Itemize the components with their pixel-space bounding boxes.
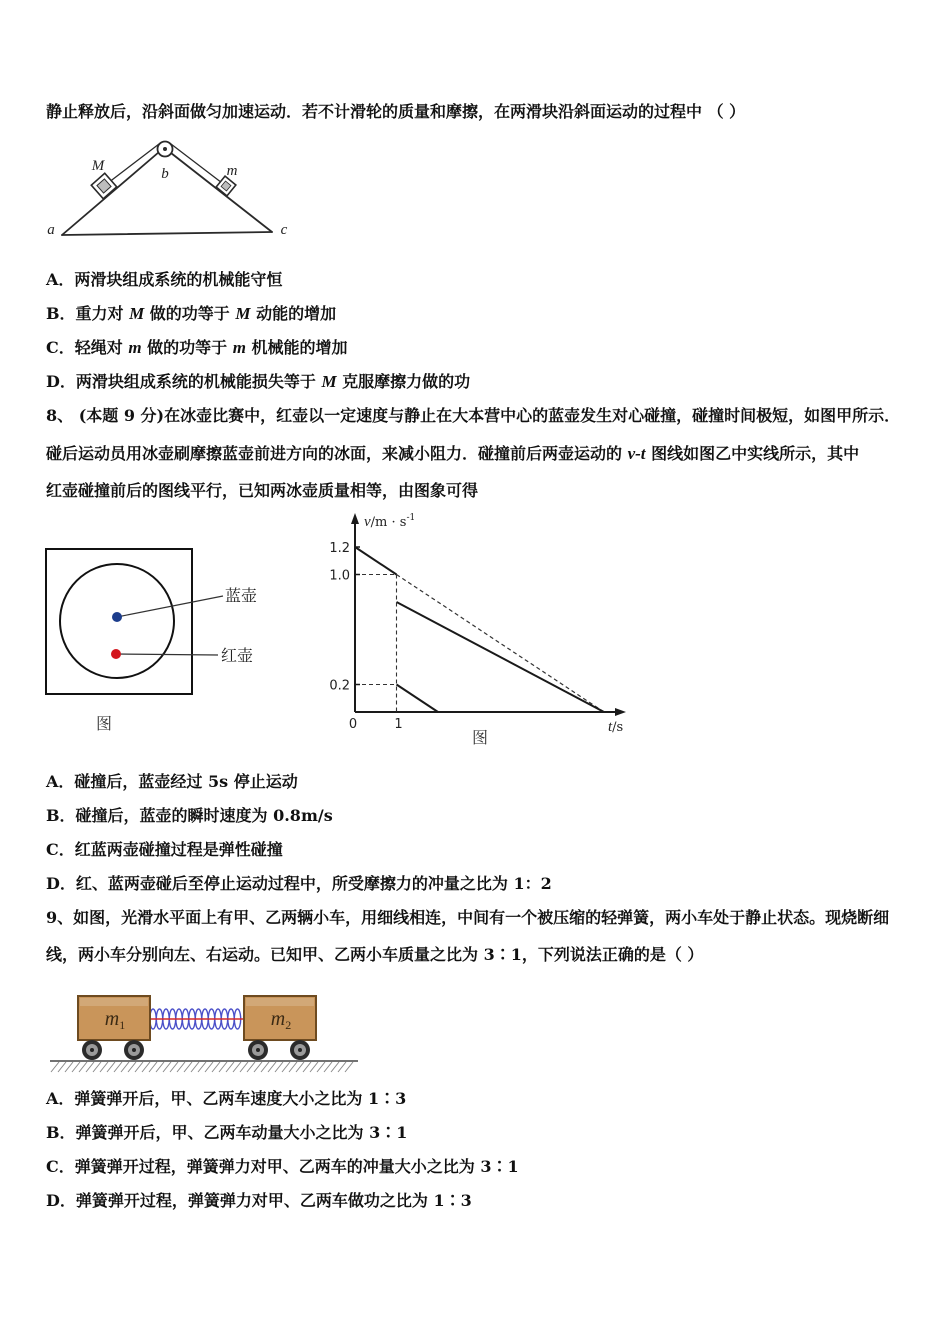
q8-option-a bbox=[46, 772, 298, 792]
q8-stem-line-3: 红壶碰撞前后的图线平行，已知两冰壶质量相等，由图象可得 bbox=[46, 481, 479, 500]
q9-option-a bbox=[46, 1089, 406, 1109]
option-text: 红蓝两壶碰撞过程是弹性碰撞 bbox=[74, 840, 283, 859]
label-b: b bbox=[161, 166, 169, 182]
vt-graph bbox=[320, 505, 640, 745]
q8-option-b bbox=[46, 806, 333, 826]
blue-stone bbox=[112, 612, 122, 622]
label-a: a bbox=[47, 222, 55, 238]
q7-option-a bbox=[46, 270, 282, 290]
rope-right bbox=[171, 144, 226, 186]
option-letter: A． bbox=[46, 270, 75, 289]
q9-option-c bbox=[46, 1157, 519, 1177]
option-text: 弹簧弹开后，甲、乙两车动量大小之比为 3∶1 bbox=[75, 1123, 408, 1142]
cart-1-wheel-right-axle bbox=[132, 1048, 136, 1052]
rope-left bbox=[104, 144, 159, 186]
stem-text: 碰后运动员用冰壶刷摩擦蓝壶前进方向的冰面，来减小阻力．碰撞前后两壶运动的 bbox=[46, 444, 628, 463]
variable-m: m bbox=[128, 338, 142, 357]
cart-1-subscript: 1 bbox=[119, 1018, 126, 1032]
x-axis-label bbox=[608, 719, 623, 735]
label-m: m bbox=[226, 163, 238, 179]
q7-option-b bbox=[46, 304, 336, 324]
option-letter: B． bbox=[46, 1123, 76, 1142]
cart-2-subscript: 2 bbox=[285, 1018, 292, 1032]
incline-left-slope bbox=[62, 152, 159, 235]
block-M bbox=[91, 173, 116, 198]
option-letter: D． bbox=[46, 874, 76, 893]
cart-1-wheel-left-axle bbox=[90, 1048, 94, 1052]
curling-house-diagram bbox=[40, 540, 275, 705]
cart-2-highlight bbox=[246, 998, 314, 1006]
y-tick-label-0: 1.2 bbox=[329, 541, 350, 556]
y-tick-label-1: 1.0 bbox=[329, 568, 350, 584]
x-axis-arrow bbox=[615, 708, 626, 716]
variable-M: M bbox=[321, 372, 337, 391]
option-text: 碰撞后，蓝壶的瞬时速度为 0.8m/s bbox=[75, 806, 333, 825]
red-stone-leader bbox=[116, 654, 218, 655]
chart-series-line-0 bbox=[355, 547, 397, 575]
option-text: 两滑块组成系统的机械能损失等于 bbox=[75, 372, 322, 391]
q7-option-d bbox=[46, 372, 470, 392]
option-letter: C． bbox=[46, 1157, 75, 1176]
q8-stem-line-2 bbox=[46, 444, 859, 464]
q9-stem-line-2: 线，两小车分别向左、右运动。已知甲、乙两小车质量之比为 3∶1，下列说法正确的是（ ） bbox=[46, 945, 704, 964]
q9-option-b bbox=[46, 1123, 407, 1143]
option-letter: B． bbox=[46, 304, 76, 323]
option-text: 动能的增加 bbox=[250, 304, 337, 323]
option-letter: D． bbox=[46, 1191, 76, 1210]
carts-spring-diagram bbox=[45, 985, 365, 1077]
y-axis-label bbox=[364, 513, 415, 530]
cart-1 bbox=[78, 996, 150, 1060]
q8-stem-line-1: 8、 (本题 9 分)在冰壶比赛中，红壶以一定速度与静止在大本营中心的蓝壶发生对心碰撞，碰撞时间极短，如图甲所示． bbox=[46, 406, 901, 425]
option-text: 弹簧弹开后，甲、乙两车速度大小之比为 1∶3 bbox=[74, 1089, 407, 1108]
y-axis-symbol: v bbox=[364, 514, 371, 530]
q9-option-d bbox=[46, 1191, 472, 1211]
cart-2-wheel-left-axle bbox=[256, 1048, 260, 1052]
incline-right-slope bbox=[171, 153, 272, 232]
option-letter: C． bbox=[46, 338, 75, 357]
option-text: 重力对 bbox=[75, 304, 130, 323]
pulley-axle bbox=[163, 147, 167, 151]
option-text: 机械能的增加 bbox=[245, 338, 348, 357]
option-text: 做的功等于 bbox=[144, 304, 236, 323]
y-axis-arrow bbox=[351, 513, 359, 524]
x-tick-label-1: 1 bbox=[394, 717, 403, 732]
cart-1-highlight bbox=[80, 998, 148, 1006]
option-text: 轻绳对 bbox=[74, 338, 129, 357]
option-letter: A． bbox=[46, 772, 75, 791]
chart-series-line-3 bbox=[397, 685, 439, 713]
option-text: 两滑块组成系统的机械能守恒 bbox=[74, 270, 283, 289]
y-tick-label-2: 0.2 bbox=[329, 678, 350, 694]
label-M: M bbox=[91, 158, 105, 174]
incline-pulley-diagram bbox=[40, 130, 300, 245]
figure-b-caption: 图 bbox=[472, 728, 489, 747]
q7-stem: 静止释放后，沿斜面做匀加速运动．若不计滑轮的质量和摩擦，在两滑块沿斜面运动的过程中 （ ） bbox=[46, 102, 746, 121]
x-tick-label-0: 0 bbox=[348, 717, 358, 732]
red-stone bbox=[111, 649, 121, 659]
variable-M: M bbox=[129, 304, 145, 323]
x-axis-unit: /s bbox=[612, 720, 624, 735]
chart-marks bbox=[329, 541, 604, 732]
cart-1-symbol: m bbox=[104, 1008, 120, 1030]
option-text: 红、蓝两壶碰后至停止运动过程中，所受摩擦力的冲量之比为 1：2 bbox=[75, 874, 552, 893]
option-text: 弹簧弹开过程，弹簧弹力对甲、乙两车做功之比为 1∶3 bbox=[75, 1191, 472, 1210]
y-axis-unit: /m · s bbox=[370, 515, 407, 530]
figure-a-caption: 图 bbox=[96, 714, 113, 733]
option-text: 弹簧弹开过程，弹簧弹力对甲、乙两车的冲量大小之比为 3∶1 bbox=[74, 1157, 519, 1176]
q7-option-c bbox=[46, 338, 348, 358]
red-stone-label: 红壶 bbox=[221, 646, 254, 665]
q9-stem-line-1: 9、如图，光滑水平面上有甲、乙两辆小车，用细线相连，中间有一个被压缩的轻弹簧，两小车处于静止状态。现烧断细 bbox=[46, 908, 890, 927]
option-text: 克服摩擦力做的功 bbox=[336, 372, 471, 391]
option-letter: C． bbox=[46, 840, 75, 859]
block-m bbox=[216, 176, 236, 196]
q8-option-d bbox=[46, 874, 552, 894]
incline-base bbox=[62, 232, 272, 235]
chart-series-line-2 bbox=[397, 602, 605, 712]
stem-text: 图线如图乙中实线所示，其中 bbox=[645, 444, 860, 463]
q8-option-c bbox=[46, 840, 283, 860]
ground-hatch bbox=[51, 1062, 353, 1072]
cart-2-wheel-right-axle bbox=[298, 1048, 302, 1052]
option-letter: A． bbox=[46, 1089, 75, 1108]
option-text: 碰撞后，蓝壶经过 5s 停止运动 bbox=[74, 772, 298, 791]
option-letter: D． bbox=[46, 372, 76, 391]
blue-stone-label: 蓝壶 bbox=[225, 586, 258, 605]
label-c: c bbox=[280, 222, 288, 238]
y-axis-unit-exponent: -1 bbox=[406, 513, 416, 523]
variable-m: m bbox=[232, 338, 246, 357]
option-letter: B． bbox=[46, 806, 76, 825]
option-text: 做的功等于 bbox=[141, 338, 233, 357]
chart-series-line-1 bbox=[397, 575, 605, 713]
variable-M: M bbox=[235, 304, 251, 323]
cart-2 bbox=[244, 996, 316, 1060]
cart-2-symbol: m bbox=[270, 1008, 286, 1030]
x-axis-symbol: t bbox=[608, 719, 613, 735]
variable-v-t: v-t bbox=[627, 444, 646, 463]
